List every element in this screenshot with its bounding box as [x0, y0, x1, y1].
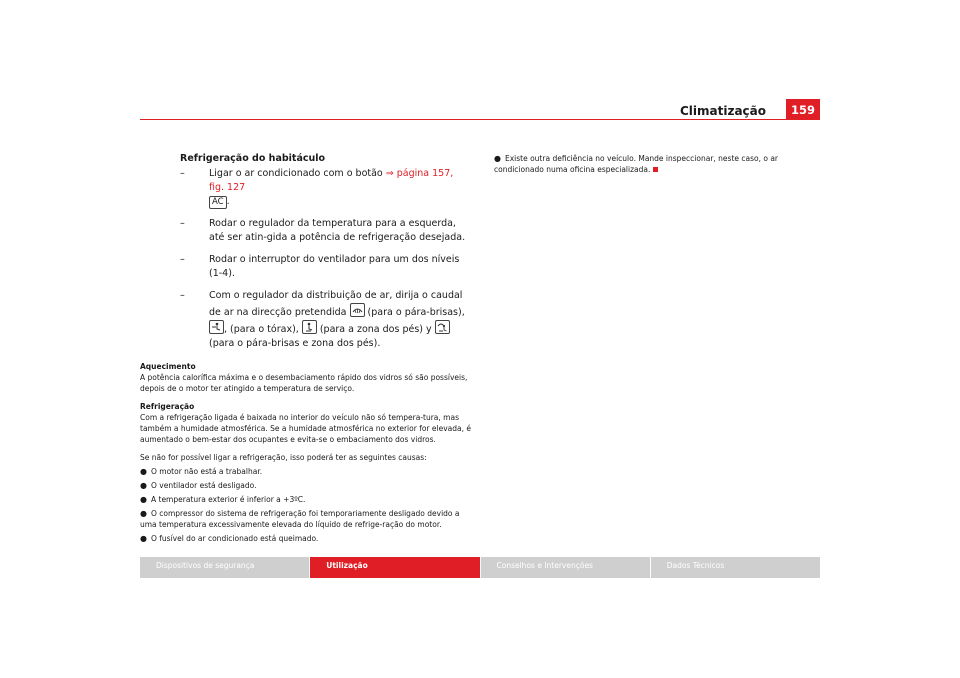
list-item: ● O ventilador está desligado. [140, 481, 257, 490]
bullet-dot: ● [494, 154, 501, 163]
section-title: Refrigeração do habitáculo [180, 153, 326, 164]
bullet-dot: ● [140, 509, 147, 518]
dash-marker: – [180, 168, 185, 179]
page-title: Climatização [679, 104, 766, 118]
section-end-mark [653, 167, 658, 172]
instruction-item: – Ligar o ar condicionado com o botão ⇒ página 157, fig. 127 AC . [180, 168, 454, 207]
feet-icon [302, 320, 317, 334]
bullet-dot: ● [140, 481, 147, 490]
bullet-dot: ● [140, 534, 147, 543]
windshield-icon [350, 303, 365, 317]
chest-icon [209, 320, 224, 334]
heating-text: A potência calorífica máxima e o desembaciamento rápido dos vidros só são possíveis, depois de o motor ter atingido a temperatura de serviço. [140, 373, 468, 393]
left-column [140, 152, 472, 547]
instruction-item: – Com o regulador da distribuição de ar, dirija o caudal de ar na direcção pretendida (para o pára-brisas), , (para o tórax), (para a zona dos pés) y (para o pára-brisas e zona dos pés). [180, 290, 465, 349]
bullet-dot: ● [140, 467, 147, 476]
list-item: ● O fusível do ar condicionado está queimado. [140, 534, 319, 543]
page-reference-link[interactable]: ⇒ página 157, fig. 127 [209, 168, 454, 193]
tab-conselhos-e-intervencoes[interactable]: Conselhos e Intervenções [481, 557, 650, 578]
instruction-item: – Rodar o interruptor do ventilador para um dos níveis (1-4). [180, 254, 460, 279]
dash-marker: – [180, 254, 185, 265]
cooling-text: Com a refrigeração ligada é baixada no interior do veículo não só tempera-tura, mas também a humidade atmosférica. Se a humidade atmosférica no exterior for elevada, é aumentado o bem-estar dos ocupantes e evita-se o embaciamento dos vidros. [140, 413, 471, 444]
page-number: 159 [786, 99, 820, 120]
dash-marker: – [180, 218, 185, 229]
footer-nav [140, 557, 820, 578]
tab-dispositivos-de-seguranca[interactable]: Dispositivos de segurança [140, 557, 309, 578]
header-divider [140, 119, 820, 120]
cooling-title: Refrigeração [140, 402, 195, 411]
tab-dados-tecnicos[interactable]: Dados Técnicos [651, 557, 820, 578]
list-item: ● O compressor do sistema de refrigeração foi temporariamente desligado devido a uma temperatura excessivamente elevada do líquido de refrige-ração do motor. [140, 509, 460, 529]
heating-title: Aquecimento [140, 362, 196, 371]
list-item: ● O motor não está a trabalhar. [140, 467, 263, 476]
ac-button-key: AC [209, 196, 227, 209]
tab-utilizacao[interactable]: Utilização [310, 557, 479, 578]
bullet-dot: ● [140, 495, 147, 504]
list-item: ● A temperatura exterior é inferior a +3ºC. [140, 495, 306, 504]
right-column [494, 153, 820, 178]
list-item: ● Existe outra deficiência no veículo. Mande inspeccionar, neste caso, o ar condicionado numa oficina especializada. [494, 154, 779, 174]
instruction-item: – Rodar o regulador da temperatura para a esquerda, até ser atin-gida a potência de refrigeração desejada. [180, 218, 466, 243]
windshield-feet-icon [435, 320, 450, 334]
dash-marker: – [180, 290, 185, 301]
causes-intro: Se não for possível ligar a refrigeração, isso poderá ter as seguintes causas: [140, 453, 427, 462]
